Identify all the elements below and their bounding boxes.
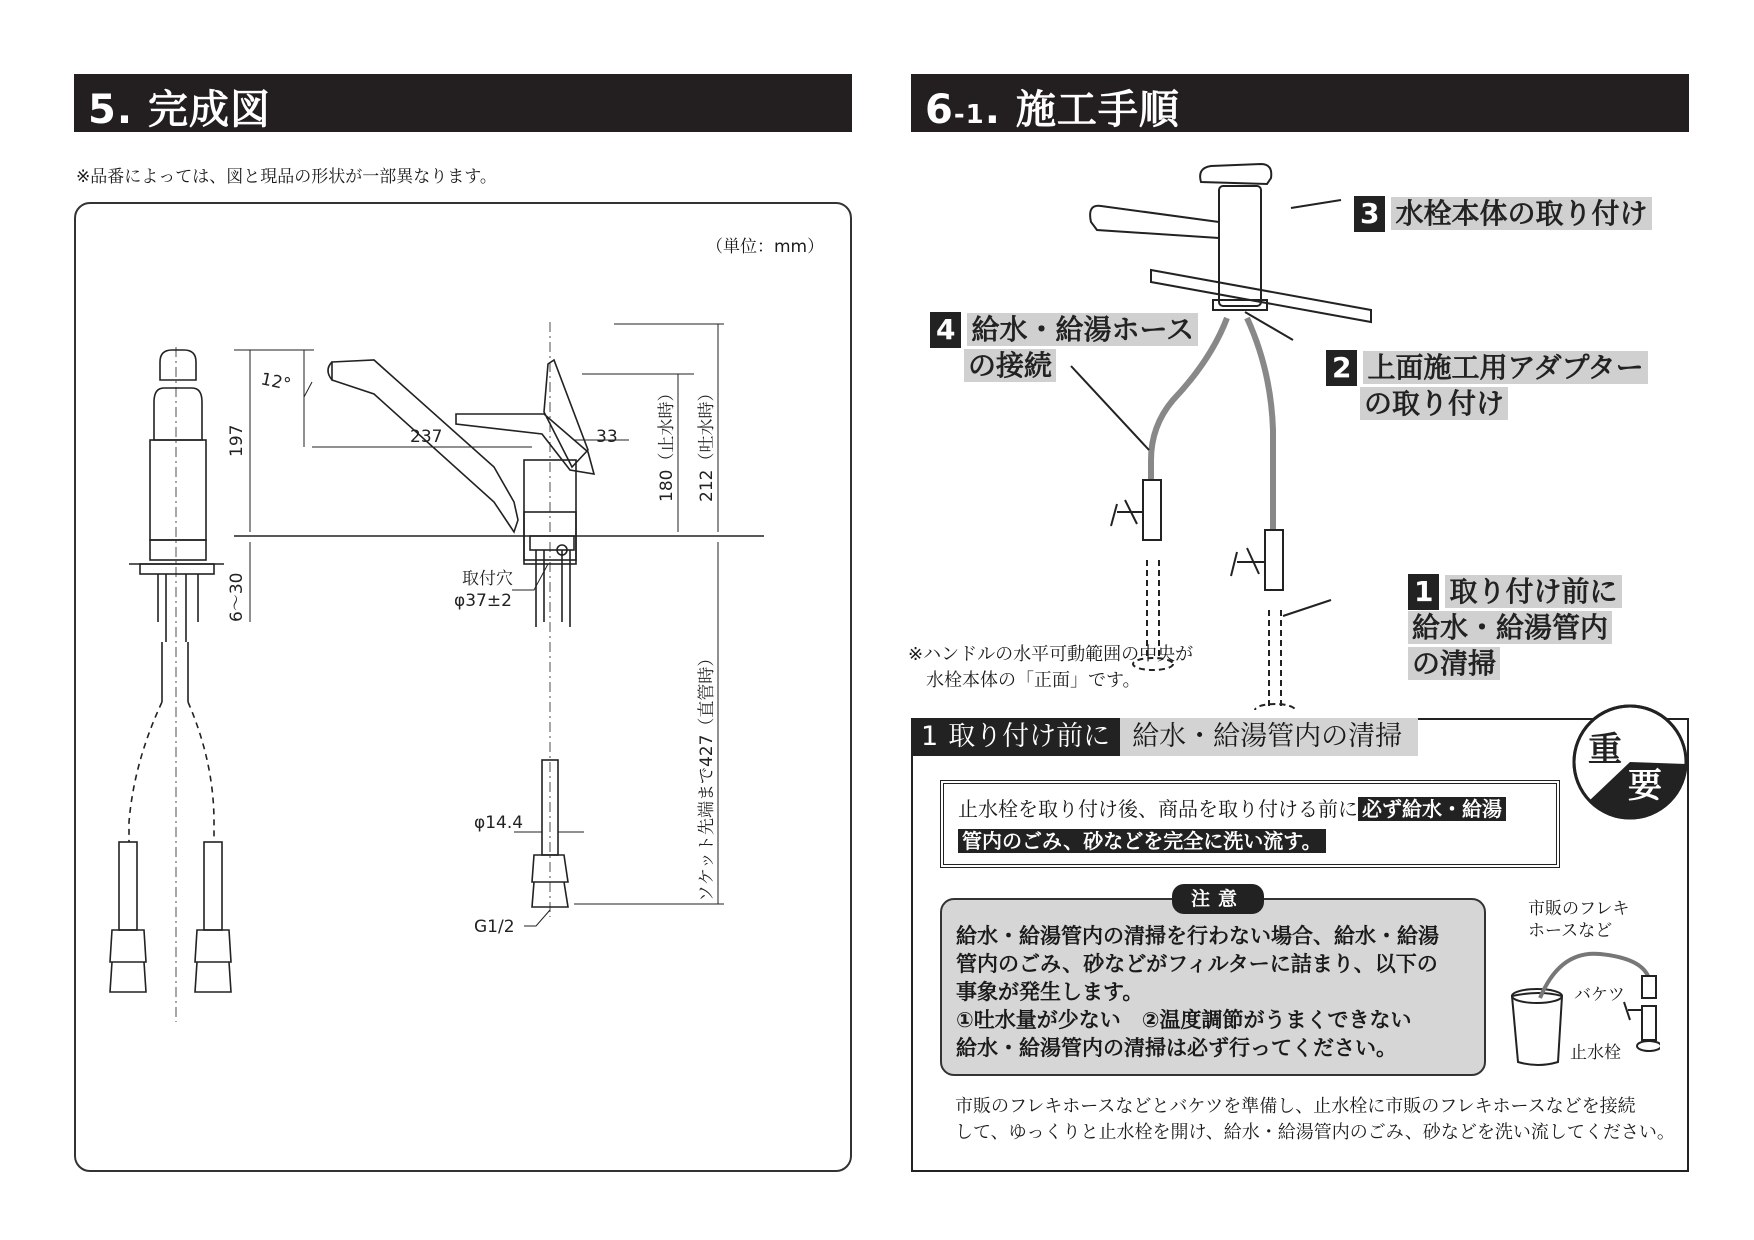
dim-angle: 12°: [258, 369, 293, 396]
front-adapter: [140, 564, 214, 574]
step1-title: 1 取り付け前に 給水・給湯管内の清掃: [911, 718, 1418, 756]
dim-237: 237: [410, 427, 443, 447]
section-header-completion: [74, 74, 852, 132]
dim-33: 33: [596, 427, 618, 447]
dim-socket: ソケット先端まで427（直管時）: [697, 649, 717, 902]
stop-valve-icon: [1624, 1002, 1642, 1020]
valve-handle-left: [1111, 500, 1143, 526]
dim-6-30: 6～30: [227, 572, 247, 622]
dimension-drawing: [74, 202, 852, 1172]
dim-197: 197: [227, 424, 247, 457]
faucet-lever: [1200, 164, 1271, 184]
section-title-procedure: [925, 78, 1180, 135]
bottom-instruction-line2: して、ゆっくりと止水栓を開け、給水・給湯管内のごみ、砂などを洗い流してください。: [955, 1122, 1675, 1143]
callout-step1: 1 取り付け前に 給水・給湯管内 の清掃: [1408, 574, 1622, 682]
illus-hose-label: 市販のフレキ ホースなど: [1528, 899, 1630, 941]
badge-char-2: 要: [1628, 766, 1662, 806]
section-header-procedure: [911, 74, 1689, 132]
installation-illustration: [911, 150, 1411, 710]
front-handle: [154, 388, 202, 440]
callout-step2: 2 上面施工用アダプター の取り付け: [1326, 350, 1648, 422]
callout-step3: 3 水栓本体の取り付け: [1354, 196, 1652, 232]
dim-180: 180（止水時）: [657, 384, 677, 502]
illus-bucket-label: バケツ: [1574, 985, 1625, 1005]
header-sub: -1: [953, 100, 985, 130]
dim-thread: G1/2: [474, 917, 515, 937]
front-hose-end-right: [204, 842, 222, 930]
product-note: ※品番によっては、図と現品の形状が一部異なります。: [76, 167, 497, 187]
dim-212: 212（吐水時）: [697, 384, 717, 502]
section-title: 5. 完成図: [88, 87, 271, 133]
hole-label: 取付穴: [462, 569, 513, 589]
dim-pipe: φ14.4: [474, 813, 524, 833]
front-base: [150, 540, 206, 560]
callout-step4: 4 給水・給湯ホース の接続: [930, 312, 1198, 384]
hose-right: [1247, 318, 1273, 530]
header-text: . 施工手順: [984, 87, 1180, 133]
front-hose-end-left: [119, 842, 137, 930]
header-num: 6: [925, 87, 954, 133]
illus-valve-label: 止水栓: [1570, 1043, 1621, 1063]
hole-size: φ37±2: [454, 591, 512, 611]
unit-label: （単位：mm）: [706, 237, 825, 257]
side-handle: [456, 360, 594, 474]
faucet-spout: [1090, 206, 1219, 238]
important-instruction-box: 止水栓を取り付け後、商品を取り付ける前に 必ず給水・給湯 管内のごみ、砂などを完全に洗い流す。: [940, 780, 1560, 868]
front-body: [150, 440, 206, 540]
caution-box: 給水・給湯管内の清掃を行わない場合、給水・給湯 管内のごみ、砂などがフィルターに詰まり、以下の 事象が発生します。 ①吐水量が少ない ②温度調節がうまくできない 給水・給湯管内の清掃は必ず行ってください。: [940, 898, 1486, 1076]
handle-note: ※ハンドルの水平可動範囲の中央が 水栓本体の「正面」です。: [908, 644, 1194, 691]
valve-handle-right: [1231, 548, 1265, 576]
bottom-instruction-line1: 市販のフレキホースなどとバケツを準備し、止水栓に市販のフレキホースなどを接続: [955, 1096, 1636, 1117]
caution-label: 注意: [1172, 884, 1264, 914]
front-spout-tip: [160, 350, 196, 380]
badge-char-1: 重: [1588, 730, 1622, 770]
